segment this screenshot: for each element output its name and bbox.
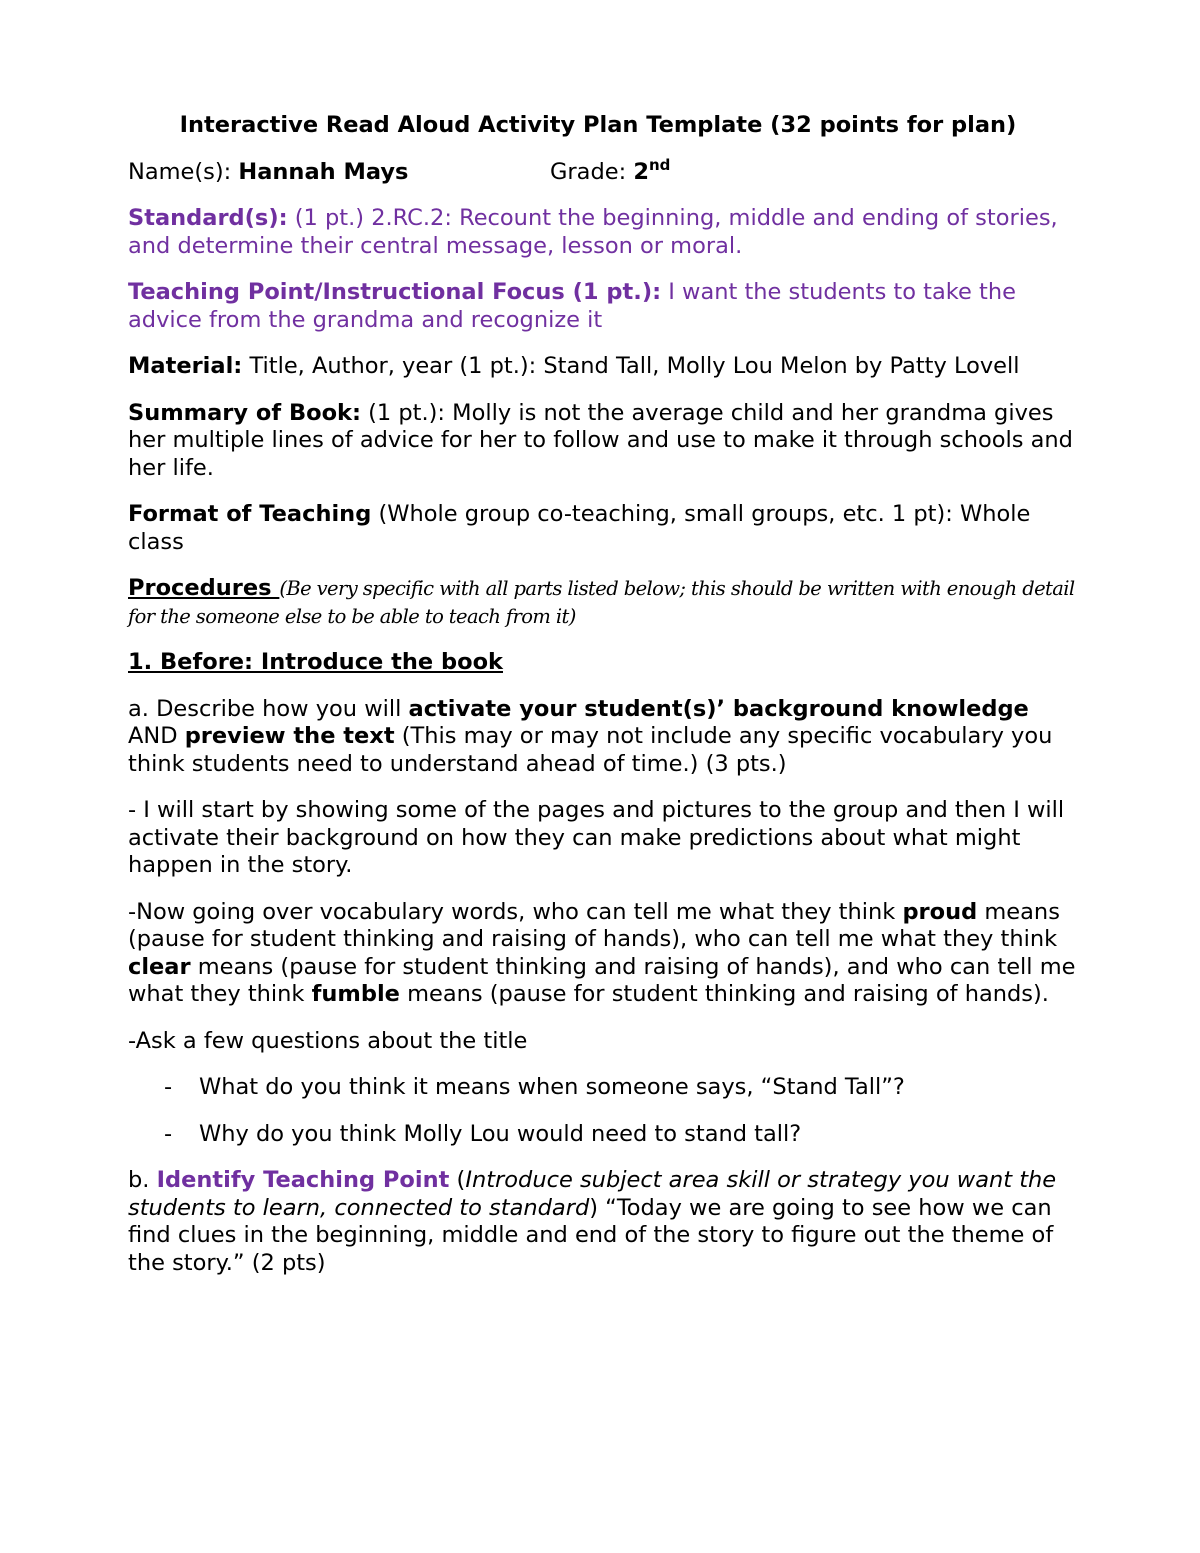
vocab-word-fumble: fumble bbox=[311, 981, 400, 1007]
item-a-text-2: AND bbox=[128, 723, 185, 749]
item-b-rest: ) “Today we are going to see how we can find clues in the beginning, middle and end of the story to figure out the theme of the story.” (2 pts) bbox=[128, 1194, 1054, 1276]
vocab-text-3: means (pause for student thinking and raising of hands), and who can tell me what they think bbox=[128, 953, 1076, 1007]
format-text: (Whole group co-teaching, small groups, etc. 1 pt): Whole class bbox=[128, 501, 1031, 555]
vocab-text-4: means (pause for student thinking and raising of hands). bbox=[399, 981, 1049, 1007]
vocab-text-1: -Now going over vocabulary words, who can tell me what they think bbox=[128, 898, 903, 925]
grade-field bbox=[550, 155, 671, 187]
summary-paragraph bbox=[128, 400, 1078, 483]
material-label: Material: bbox=[128, 353, 243, 379]
grade-value: 2 bbox=[633, 158, 649, 185]
item-b-italic: Introduce subject area skill or strategy you want the students to learn, connected to standard bbox=[128, 1167, 1057, 1221]
item-b-prefix: b. bbox=[128, 1167, 157, 1193]
grade-suffix: nd bbox=[649, 155, 671, 174]
before-heading: 1. Before: Introduce the book bbox=[128, 649, 503, 675]
vocab-text-2: means (pause for student thinking and raising of hands), who can tell me what they think bbox=[128, 898, 1060, 952]
showing-pages-paragraph: - I will start by showing some of the pages and pictures to the group and then I will activate their background on how they can make predictions about what might happen in the story. bbox=[128, 797, 1065, 878]
page-title: Interactive Read Aloud Activity Plan Template (32 points for plan) bbox=[179, 112, 1017, 138]
standard-label: Standard(s): bbox=[128, 205, 288, 231]
document-body bbox=[128, 112, 1078, 1277]
ask-title-paragraph: -Ask a few questions about the title bbox=[128, 1027, 528, 1054]
vocab-word-clear: clear bbox=[128, 953, 191, 980]
item-a-bold-1: activate your student(s)’ background knowledge bbox=[408, 695, 1029, 722]
item-b-open: ( bbox=[449, 1167, 466, 1193]
format-label: Format of Teaching bbox=[128, 501, 372, 527]
item-a-text-3: (This may or may not include any specific vocabulary you think students need to understand ahead of time.) (3 pts.) bbox=[128, 723, 1053, 777]
procedures-note: (Be very specific with all parts listed below; this should be written with enough detail for the someone else to be able to teach from it) bbox=[128, 577, 1075, 628]
teaching-point-label: Teaching Point/Instructional Focus (1 pt.): bbox=[128, 279, 662, 305]
grade-label: Grade: bbox=[550, 158, 634, 185]
procedures-paragraph bbox=[128, 575, 1078, 630]
material-text: Title, Author, year (1 pt.): Stand Tall, Molly Lou Melon by Patty Lovell bbox=[242, 353, 1020, 379]
item-b-paragraph bbox=[128, 1167, 1078, 1277]
list-item bbox=[128, 1074, 1078, 1102]
summary-text: (1 pt.): Molly is not the average child and her grandma gives her multiple lines of advice for her to follow and use to make it through schools and her life. bbox=[128, 399, 1073, 481]
standard-paragraph bbox=[128, 205, 1078, 260]
list-item bbox=[128, 1121, 1078, 1149]
list-dash: - bbox=[164, 1074, 173, 1100]
item-a-text-1: a. Describe how you will bbox=[128, 695, 409, 722]
material-paragraph bbox=[128, 353, 1078, 381]
standard-text: (1 pt.) 2.RC.2: Recount the beginning, middle and ending of stories, and determine their central message, lesson or moral. bbox=[128, 205, 1058, 259]
item-a-paragraph bbox=[128, 696, 1078, 779]
summary-label: Summary of Book: bbox=[128, 399, 361, 426]
name-value: Hannah Mays bbox=[238, 158, 409, 185]
teaching-point-text: I want the students to take the advice from the grandma and recognize it bbox=[128, 279, 1016, 333]
list-item-text: What do you think it means when someone says, “Stand Tall”? bbox=[199, 1074, 905, 1100]
list-item-text: Why do you think Molly Lou would need to stand tall? bbox=[199, 1120, 802, 1147]
format-paragraph bbox=[128, 501, 1078, 556]
vocabulary-paragraph bbox=[128, 899, 1078, 1009]
list-dash: - bbox=[164, 1120, 173, 1147]
name-label: Name(s): bbox=[128, 158, 239, 185]
item-b-label: Identify Teaching Point bbox=[156, 1167, 450, 1193]
vocab-word-proud: proud bbox=[902, 898, 978, 925]
name-grade-line bbox=[128, 155, 1078, 187]
procedures-label: Procedures bbox=[128, 575, 280, 601]
item-a-bold-2: preview the text bbox=[184, 723, 395, 749]
teaching-point-paragraph bbox=[128, 279, 1078, 334]
